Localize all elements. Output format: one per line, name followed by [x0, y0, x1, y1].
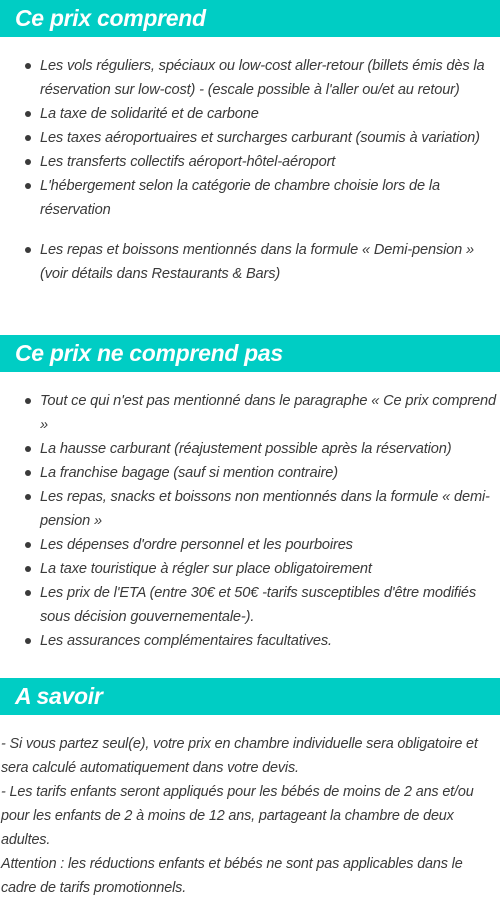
info-section [0, 678, 500, 900]
list-item: Les repas, snacks et boissons non mentionnés dans la formule « demi-pension » [0, 485, 500, 533]
list-item: La taxe de solidarité et de carbone [0, 102, 500, 126]
list-item: L'hébergement selon la catégorie de chambre choisie lors de la réservation [0, 174, 500, 222]
list-item: Les repas et boissons mentionnés dans la formule « Demi-pension » (voir détails dans Restaurants & Bars) [0, 238, 500, 286]
info-title: A savoir [0, 678, 500, 715]
list-item: Les vols réguliers, spéciaux ou low-cost aller-retour (billets émis dès la réservation sur low-cost) - (escale possible à l'aller ou/et au retour) [0, 54, 500, 102]
info-paragraph: - Les tarifs enfants seront appliqués pour les bébés de moins de 2 ans et/ou pour les enfants de 2 à moins de 12 ans, partageant la chambre de deux adultes. [1, 784, 474, 848]
excluded-section [0, 335, 500, 653]
list-item: La taxe touristique à régler sur place obligatoirement [0, 557, 500, 581]
list-item: Les transferts collectifs aéroport-hôtel-aéroport [0, 150, 500, 174]
list-item: Les prix de l'ETA (entre 30€ et 50€ -tarifs susceptibles d'être modifiés sous décision gouvernementale-). [0, 581, 500, 629]
excluded-title: Ce prix ne comprend pas [0, 335, 500, 372]
list-item: Les assurances complémentaires facultatives. [0, 629, 500, 653]
list-item: Les dépenses d'ordre personnel et les pourboires [0, 533, 500, 557]
info-paragraph: Attention : les réductions enfants et bébés ne sont pas applicables dans le cadre de tarifs promotionnels. [1, 856, 463, 896]
list-item: Les taxes aéroportuaires et surcharges carburant (soumis à variation) [0, 126, 500, 150]
included-title: Ce prix comprend [0, 0, 500, 37]
included-list [0, 54, 500, 286]
excluded-list [0, 389, 500, 653]
list-item: La hausse carburant (réajustement possible après la réservation) [0, 437, 500, 461]
list-item: Tout ce qui n'est pas mentionné dans le paragraphe « Ce prix comprend » [0, 389, 500, 437]
list-item: La franchise bagage (sauf si mention contraire) [0, 461, 500, 485]
info-body [0, 732, 500, 900]
info-paragraph: - Si vous partez seul(e), votre prix en chambre individuelle sera obligatoire et sera calculé automatiquement dans votre devis. [1, 736, 478, 776]
included-section [0, 0, 500, 286]
